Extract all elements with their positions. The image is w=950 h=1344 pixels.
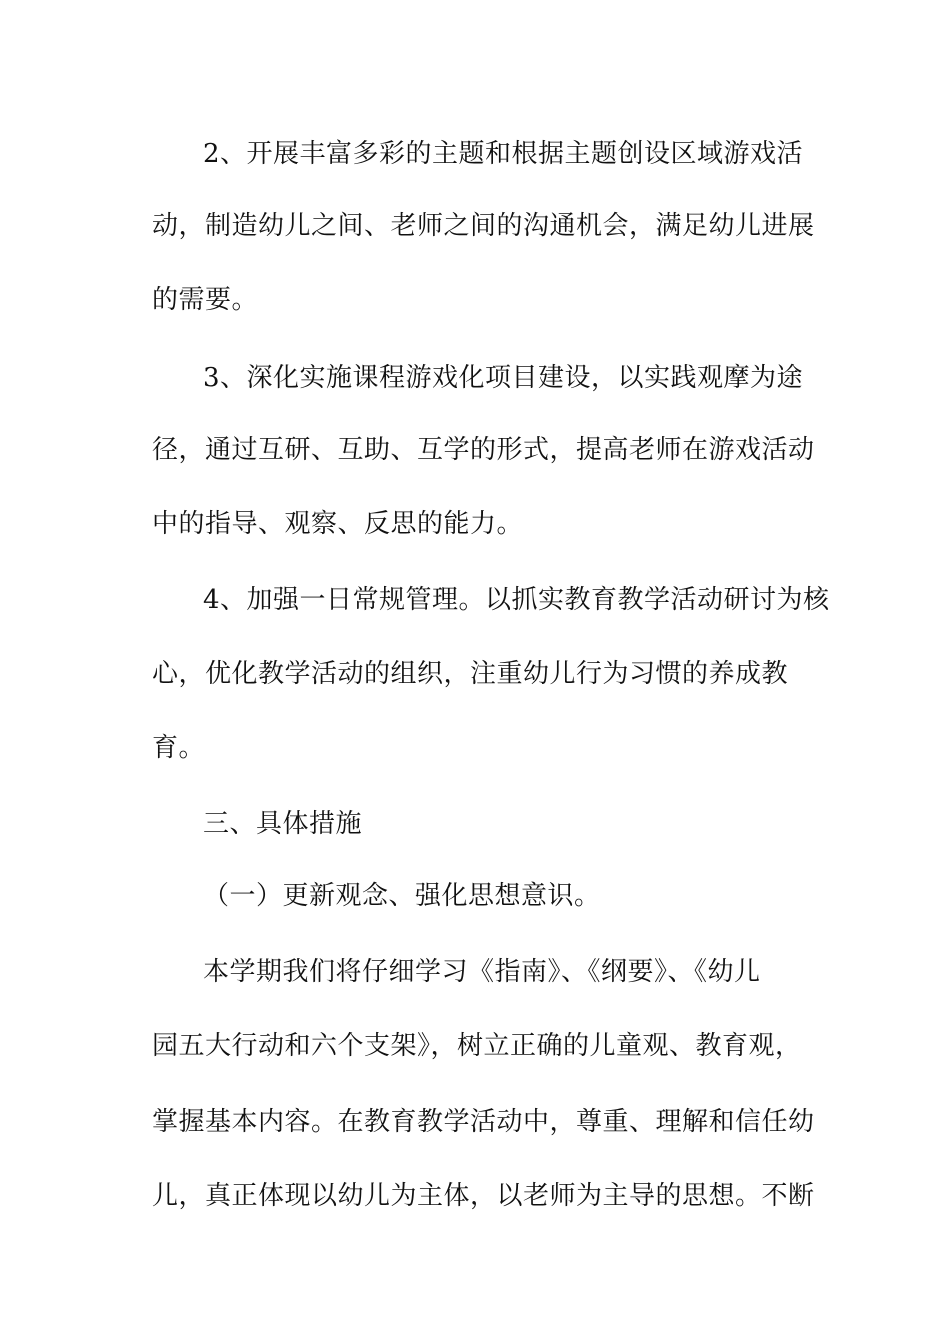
text-line: 中的指导、观察、反思的能力。 <box>152 509 524 539</box>
text-line: 心，优化教学活动的组织，注重幼儿行为习惯的养成教 <box>152 659 789 689</box>
subsection-heading: （一）更新观念、强化思想意识。 <box>203 881 601 911</box>
section-heading: 三、具体措施 <box>203 809 363 839</box>
text-line: 儿，真正体现以幼儿为主体，以老师为主导的思想。不断 <box>152 1181 815 1211</box>
text-line: 育。 <box>152 733 206 763</box>
text-line: 动，制造幼儿之间、老师之间的沟通机会，满足幼儿进展 <box>152 211 815 241</box>
text-line: 径，通过互研、互助、互学的形式，提高老师在游戏活动 <box>152 435 815 465</box>
text-line: 本学期我们将仔细学习《指南》、《纲要》、《幼儿 <box>203 957 761 987</box>
text-line: 3、深化实施课程游戏化项目建设，以实践观摩为途 <box>203 363 804 393</box>
text-line: 的需要。 <box>152 285 259 315</box>
text-line: 2、开展丰富多彩的主题和根据主题创设区域游戏活 <box>203 139 804 169</box>
text-line: 掌握基本内容。在教育教学活动中，尊重、理解和信任幼 <box>152 1107 815 1137</box>
text-line: 4、加强一日常规管理。以抓实教育教学活动研讨为核 <box>203 585 830 615</box>
text-line: 园五大行动和六个支架》，树立正确的儿童观、教育观， <box>152 1031 802 1061</box>
